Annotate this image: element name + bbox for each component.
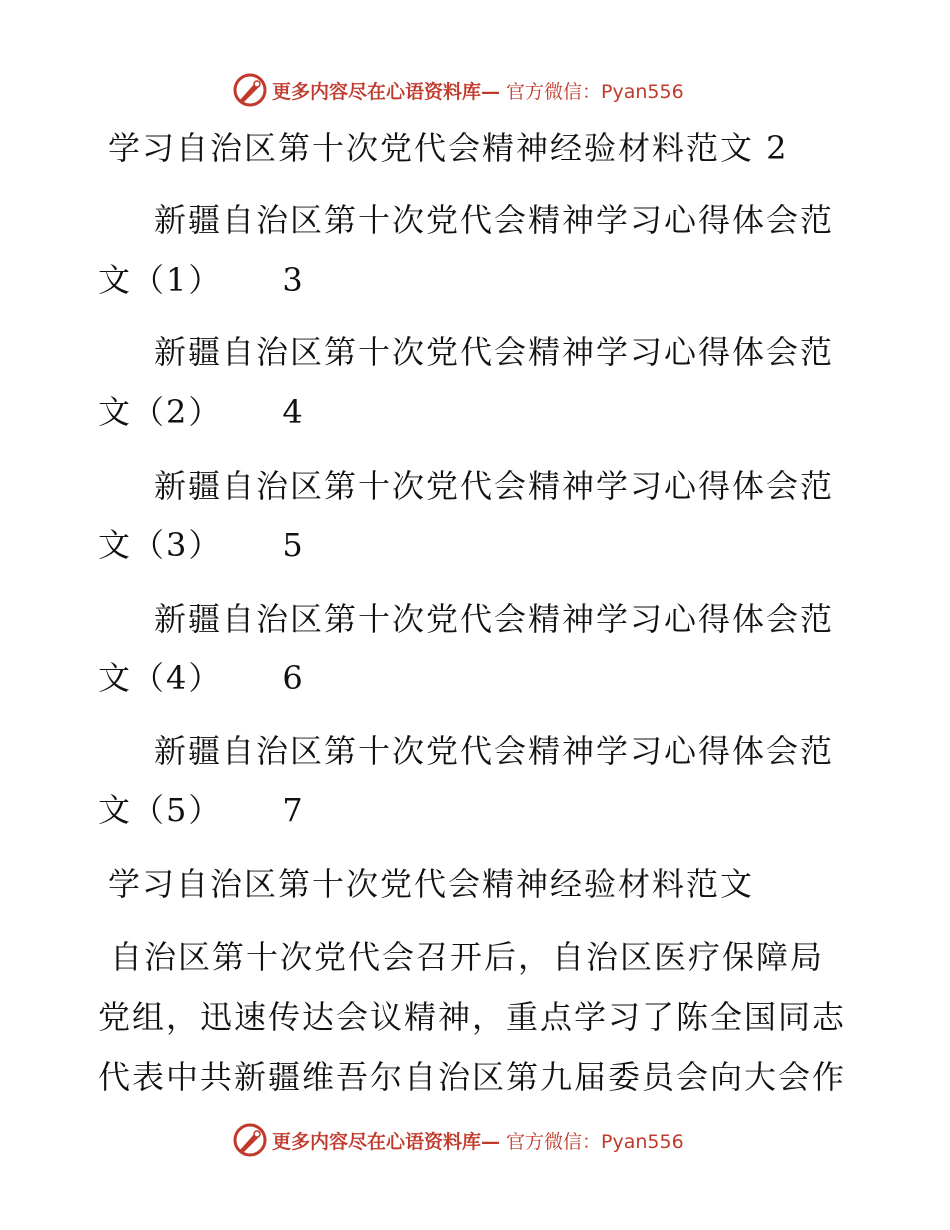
toc-entry-4-line1: 新疆自治区第十次党代会精神学习心得体会范 [154,600,835,638]
article-line-3: 代表中共新疆维吾尔自治区第九届委员会向大会作 [98,1058,847,1096]
footer-banner [232,1122,684,1158]
toc-entry-5-line2: 文（5） 7 [98,791,305,829]
toc-entry-4-line2: 文（4） 6 [98,659,305,697]
toc-entry-1-page: 3 [282,261,305,299]
toc-title: 学习自治区第十次党代会精神经验材料范文 2 [108,129,789,167]
toc-entry-2-page: 4 [282,393,305,431]
toc-entry-2-line1: 新疆自治区第十次党代会精神学习心得体会范 [154,333,835,371]
toc-entry-3-line2: 文（3） 5 [98,526,305,564]
banner-text: 更多内容尽在心语资料库— [272,80,501,103]
toc-entry-1-line1: 新疆自治区第十次党代会精神学习心得体会范 [154,201,835,239]
toc-entry-4-page: 6 [282,659,305,697]
toc-entry-3-line1: 新疆自治区第十次党代会精神学习心得体会范 [154,467,835,505]
article-line-1: 自治区第十次党代会召开后，自治区医疗保障局 [110,938,825,976]
banner-text: 更多内容尽在心语资料库— [272,1130,501,1153]
toc-entry-1-line2: 文（1） 3 [98,261,305,299]
article-title: 学习自治区第十次党代会精神经验材料范文 [108,865,755,903]
header-banner [232,72,684,108]
pen-logo-icon [232,1122,268,1158]
toc-entry-5-line1: 新疆自治区第十次党代会精神学习心得体会范 [154,732,835,770]
pen-logo-icon [232,72,268,108]
toc-entry-2-line2: 文（2） 4 [98,393,305,431]
banner-wechat: 官方微信：Pyan556 [506,80,684,103]
article-line-2: 党组，迅速传达会议精神，重点学习了陈全国同志 [98,998,847,1036]
banner-wechat: 官方微信：Pyan556 [506,1130,684,1153]
toc-entry-5-page: 7 [282,791,305,829]
toc-entry-3-page: 5 [282,526,305,564]
